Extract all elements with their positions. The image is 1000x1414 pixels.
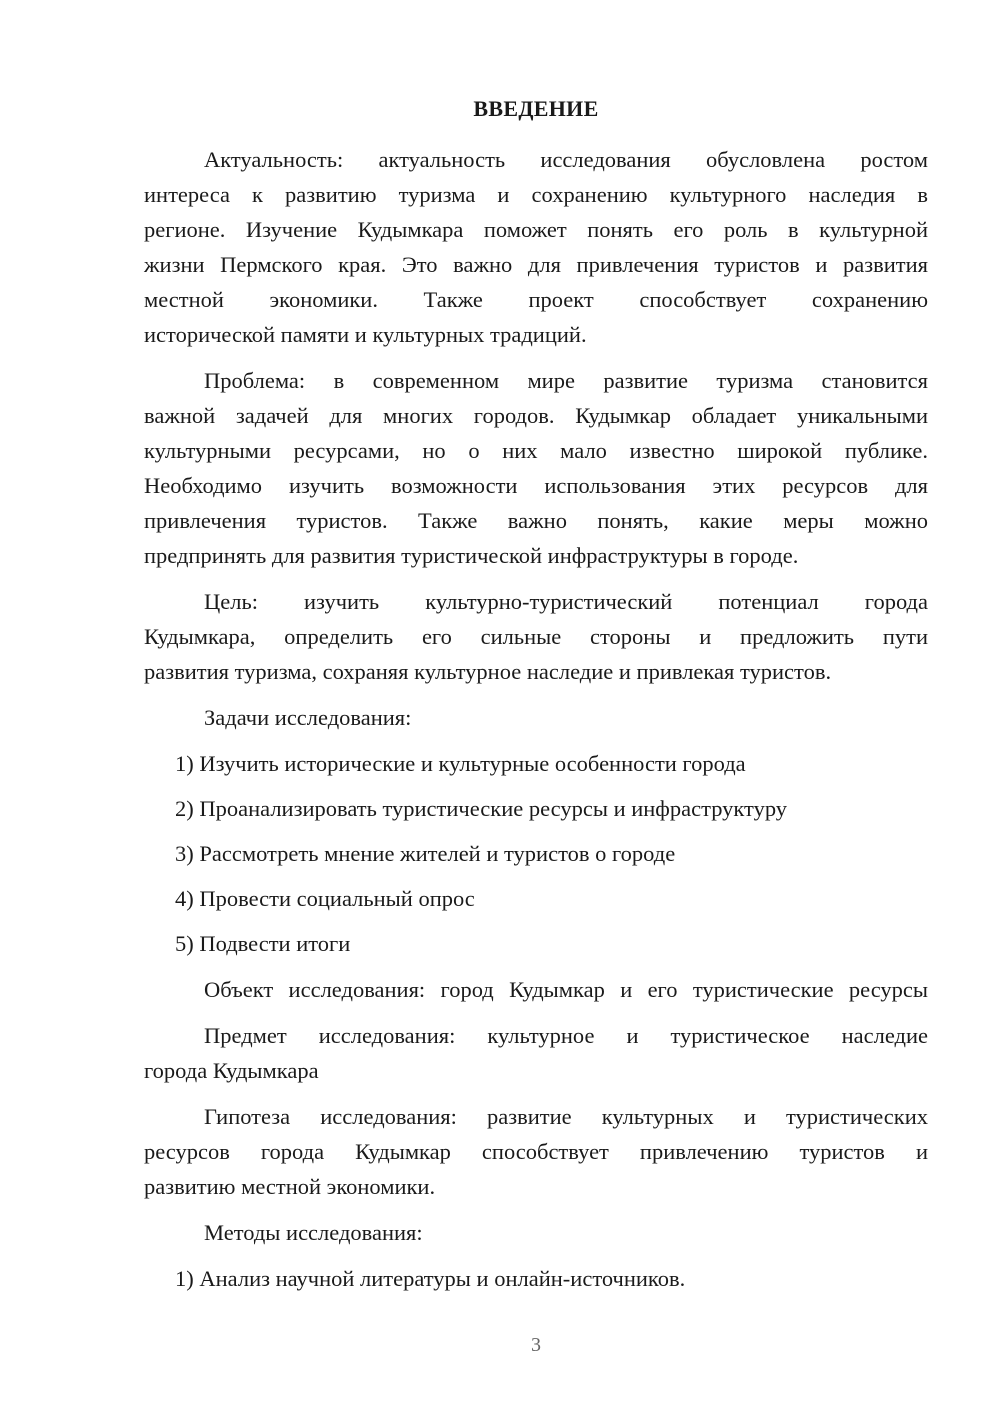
methods-title: Методы исследования: bbox=[204, 1220, 423, 1245]
hypothesis-line: ресурсов города Кудымкар способствует привлечению туристов и bbox=[144, 1139, 928, 1164]
problem-line: Проблема: в современном мире развитие туризма становится bbox=[204, 368, 928, 393]
relevance-line: местной экономики. Также проект способствует сохранению bbox=[144, 287, 928, 312]
subject-line: города Кудымкара bbox=[144, 1058, 319, 1083]
method-item: 1) Анализ научной литературы и онлайн-источников. bbox=[175, 1266, 686, 1291]
goal-line: Цель: изучить культурно-туристический потенциал города bbox=[204, 589, 928, 614]
page-title: ВВЕДЕНИЕ bbox=[473, 96, 599, 121]
relevance-line: Актуальность: актуальность исследования обусловлена ростом bbox=[204, 147, 928, 172]
task-item: 5) Подвести итоги bbox=[175, 931, 351, 956]
hypothesis-line: развитию местной экономики. bbox=[144, 1174, 436, 1199]
task-item: 1) Изучить исторические и культурные особенности города bbox=[175, 751, 746, 776]
problem-line: Необходимо изучить возможности использования этих ресурсов для bbox=[144, 473, 928, 498]
task-item: 3) Рассмотреть мнение жителей и туристов о городе bbox=[175, 841, 676, 866]
relevance-line: исторической памяти и культурных традиций. bbox=[144, 322, 587, 347]
tasks-title: Задачи исследования: bbox=[204, 705, 412, 730]
relevance-line: жизни Пермского края. Это важно для привлечения туристов и развития bbox=[144, 252, 928, 277]
object-line: Объект исследования: город Кудымкар и его туристические ресурсы bbox=[204, 977, 928, 1002]
hypothesis-line: Гипотеза исследования: развитие культурных и туристических bbox=[204, 1104, 928, 1129]
page-number: 3 bbox=[531, 1334, 541, 1356]
relevance-line: регионе. Изучение Кудымкара поможет понять его роль в культурной bbox=[144, 217, 928, 242]
task-item: 2) Проанализировать туристические ресурсы и инфраструктуру bbox=[175, 796, 788, 821]
subject-line: Предмет исследования: культурное и туристическое наследие bbox=[204, 1023, 928, 1048]
problem-line: важной задачей для многих городов. Кудымкар обладает уникальными bbox=[144, 403, 928, 428]
goal-line: развития туризма, сохраняя культурное наследие и привлекая туристов. bbox=[144, 659, 832, 684]
problem-line: предпринять для развития туристической инфраструктуры в городе. bbox=[144, 543, 799, 568]
problem-line: культурными ресурсами, но о них мало известно широкой публике. bbox=[144, 438, 928, 463]
goal-line: Кудымкара, определить его сильные стороны и предложить пути bbox=[144, 624, 928, 649]
task-item: 4) Провести социальный опрос bbox=[175, 886, 475, 911]
relevance-line: интереса к развитию туризма и сохранению культурного наследия в bbox=[144, 182, 928, 207]
problem-line: привлечения туристов. Также важно понять, какие меры можно bbox=[144, 508, 928, 533]
